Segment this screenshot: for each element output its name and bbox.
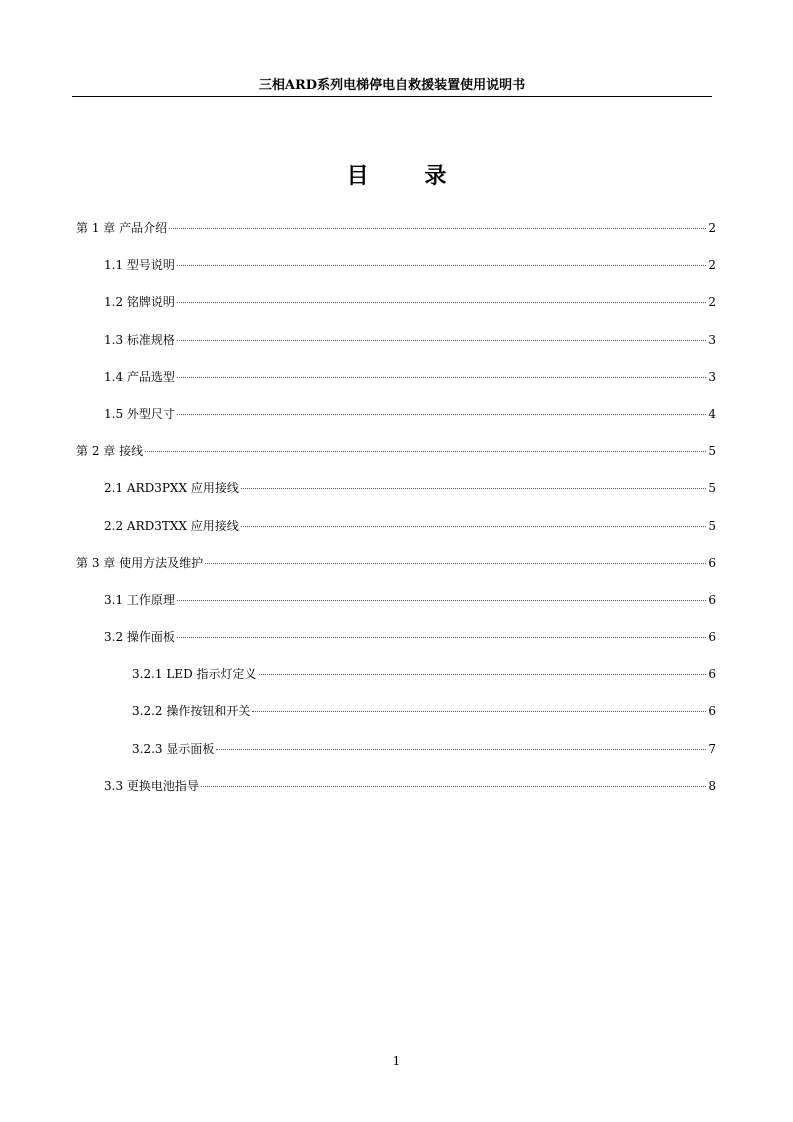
toc-entry[interactable]	[76, 516, 716, 553]
toc-entry[interactable]	[76, 478, 716, 515]
toc-dot-leader	[177, 377, 706, 378]
toc-entry-label: 2.2 ARD3TXX 应用接线	[104, 518, 239, 533]
toc-dot-leader	[177, 414, 706, 415]
toc-entry-page: 3	[708, 369, 716, 384]
toc-entry-page: 5	[708, 444, 716, 459]
toc-dot-leader	[241, 488, 706, 489]
toc-entry-label: 1.4 产品选型	[104, 369, 175, 384]
toc-entry-page: 6	[708, 630, 716, 645]
toc-dot-leader	[145, 451, 706, 452]
toc-dot-leader	[216, 749, 706, 750]
toc-entry-label: 3.2.2 操作按钮和开关	[132, 704, 251, 719]
toc-entry-page: 2	[708, 258, 716, 273]
toc-title: 目 录	[346, 163, 471, 189]
toc-entry-label: 第 1 章 产品介绍	[76, 221, 168, 235]
toc-entry-page: 6	[708, 555, 716, 570]
toc-dot-leader	[177, 637, 706, 638]
toc-entry-page: 2	[708, 295, 716, 310]
toc-entry-page: 6	[708, 704, 716, 719]
toc-entry-page: 2	[708, 221, 716, 235]
toc-dot-leader	[205, 563, 706, 564]
toc-entry-page: 6	[708, 667, 716, 682]
toc-entry[interactable]	[76, 701, 716, 738]
toc-entry-label: 3.3 更换电池指导	[104, 778, 199, 793]
toc-entry-label: 1.1 型号说明	[104, 258, 175, 273]
toc-dot-leader	[177, 265, 706, 266]
toc-dot-leader	[169, 228, 706, 229]
toc-entry[interactable]	[76, 330, 716, 367]
toc-dot-leader	[241, 526, 706, 527]
toc-entry-label: 1.3 标准规格	[104, 332, 175, 347]
toc-dot-leader	[177, 340, 706, 341]
toc-entry[interactable]	[76, 404, 716, 441]
toc-dot-leader	[259, 674, 706, 675]
toc-entry-page: 5	[708, 481, 716, 496]
toc-entry[interactable]	[76, 664, 716, 701]
toc-entry-label: 3.2.1 LED 指示灯定义	[132, 667, 257, 682]
toc-entry-page: 3	[708, 332, 716, 347]
toc-entry-label: 2.1 ARD3PXX 应用接线	[104, 481, 239, 496]
toc-entry-label: 第 3 章 使用方法及维护	[76, 555, 204, 570]
toc-entry-label: 1.5 外型尺寸	[104, 406, 175, 421]
toc-entry[interactable]	[76, 255, 716, 292]
toc-entry[interactable]	[76, 739, 716, 776]
header-divider	[72, 96, 712, 97]
toc-entry[interactable]	[76, 292, 716, 329]
toc-entry-label: 第 2 章 接线	[76, 444, 144, 459]
toc-entry[interactable]	[76, 553, 716, 590]
toc-entry-label: 3.2.3 显示面板	[132, 741, 215, 756]
toc-entry-page: 8	[708, 778, 716, 793]
toc-entry[interactable]	[76, 776, 716, 813]
toc-entry-page: 5	[708, 518, 716, 533]
page-number: 1	[392, 1054, 401, 1068]
toc-entry-label: 3.1 工作原理	[104, 592, 175, 607]
toc-entry-page: 4	[708, 406, 716, 421]
document-header-title: 三相ARD系列电梯停电自救援装置使用说明书	[258, 78, 526, 93]
toc-entry-page: 7	[708, 741, 716, 756]
toc-entry[interactable]	[76, 627, 716, 664]
toc-dot-leader	[201, 786, 706, 787]
toc-entry[interactable]	[76, 590, 716, 627]
toc-entry[interactable]	[76, 218, 716, 255]
toc-dot-leader	[177, 600, 706, 601]
toc-entry-label: 3.2 操作面板	[104, 630, 175, 645]
toc-entry[interactable]	[76, 441, 716, 478]
toc-entry-page: 6	[708, 592, 716, 607]
toc-dot-leader	[177, 302, 706, 303]
toc-entry[interactable]	[76, 367, 716, 404]
toc-dot-leader	[252, 711, 706, 712]
table-of-contents	[76, 218, 716, 813]
toc-entry-label: 1.2 铭牌说明	[104, 295, 175, 310]
